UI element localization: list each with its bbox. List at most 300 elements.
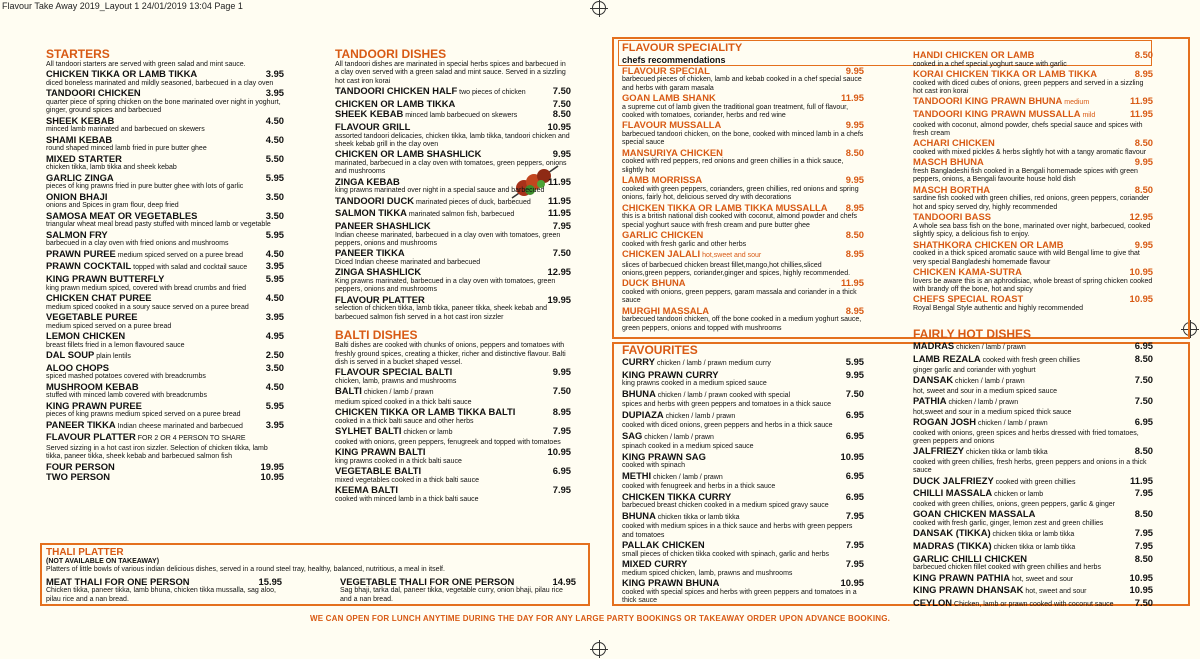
item-name bbox=[46, 88, 141, 99]
item-desc: cooked with onions, green peppers, fenugreek and topped with tomatoes bbox=[335, 439, 561, 447]
item-row bbox=[335, 386, 571, 399]
item-row bbox=[46, 363, 284, 374]
item-row bbox=[913, 157, 1153, 168]
item-name-text: SHEEK KEBAB bbox=[46, 114, 115, 126]
item-name bbox=[622, 492, 731, 503]
item-price: 8.95 bbox=[845, 201, 864, 213]
item-name-text: METHI bbox=[622, 469, 652, 481]
item-name bbox=[913, 554, 1027, 565]
item-desc: sardine fish cooked with green chillies, red onions, green peppers, coriander hot and spicy served dry, highly recommended bbox=[913, 195, 1150, 211]
item-price: 11.95 bbox=[1130, 474, 1153, 486]
item-price: 10.95 bbox=[260, 471, 284, 483]
item-row bbox=[46, 69, 284, 80]
menu-item bbox=[913, 554, 1153, 573]
item-name-text: CHICKEN OR LAMB TIKKA bbox=[335, 97, 456, 109]
item-row bbox=[622, 148, 864, 159]
item-row bbox=[622, 389, 864, 402]
item-price: 7.50 bbox=[552, 247, 571, 259]
item-price: 9.95 bbox=[1134, 238, 1153, 250]
item-price: 6.95 bbox=[552, 465, 571, 477]
menu-item bbox=[335, 122, 571, 149]
menu-item bbox=[46, 293, 284, 312]
item-price: 3.50 bbox=[265, 209, 284, 221]
item-name-text: CHICKEN TIKKA OR LAMB TIKKA bbox=[46, 68, 198, 80]
item-name-text: TANDOORI DUCK bbox=[335, 194, 414, 206]
item-desc: cooked with red peppers, red onions and green chillies in a thick sauce, slightly hot bbox=[622, 158, 844, 174]
item-desc: king prawns marinated over night in a special sauce and barbecued bbox=[335, 187, 545, 195]
item-name bbox=[46, 192, 107, 203]
item-name-text: FLAVOUR MUSSALLA bbox=[622, 119, 722, 131]
item-price: 10.95 bbox=[1129, 571, 1153, 583]
menu-item bbox=[335, 177, 571, 196]
item-note: chicken tikka or lamb tikka bbox=[964, 449, 1048, 457]
item-note: plain lentils bbox=[94, 353, 131, 360]
menu-item bbox=[46, 211, 284, 230]
item-row bbox=[46, 432, 284, 445]
item-name-text: CHEFS SPECIAL ROAST bbox=[913, 293, 1024, 305]
item-price: 6.95 bbox=[1134, 416, 1153, 428]
item-name bbox=[913, 446, 1048, 459]
item-note: chicken or lamb bbox=[401, 429, 453, 437]
item-name-text: CURRY bbox=[622, 356, 655, 368]
menu-item bbox=[913, 267, 1153, 294]
section-title: FLAVOUR SPECIALITY bbox=[622, 42, 743, 54]
item-name bbox=[46, 331, 125, 342]
menu-item bbox=[913, 509, 1153, 528]
item-row bbox=[335, 248, 571, 259]
item-desc: medium spiced cooked in a soury sauce served on a puree bread bbox=[46, 303, 249, 311]
item-desc: assorted tandoori delicacies, chicken tikka, lamb tikka, tandoori chicken and sheek kebab grill in the clay oven bbox=[335, 132, 570, 148]
item-price: 8.50 bbox=[845, 229, 864, 241]
menu-item bbox=[622, 452, 864, 471]
item-row bbox=[46, 211, 284, 222]
item-note: medium bbox=[1062, 99, 1090, 107]
item-desc: cooked with spinach bbox=[622, 462, 686, 470]
item-row bbox=[622, 431, 864, 444]
item-name-text: MANSURIYA CHICKEN bbox=[622, 146, 723, 158]
item-name bbox=[622, 120, 721, 131]
item-price: 8.50 bbox=[552, 108, 571, 120]
item-note: chicken tikka or lamb tikka bbox=[991, 544, 1076, 552]
footer-note: WE CAN OPEN FOR LUNCH ANYTIME DURING THE DAY FOR ANY LARGE PARTY BOOKINGS OR TAKEAWAY ORDER UPON ADVANCE BOOKING. bbox=[309, 614, 891, 623]
item-name bbox=[622, 511, 740, 524]
item-desc: cooked with diced onions, green peppers and herbs in a thick sauce bbox=[622, 422, 833, 430]
item-row bbox=[335, 177, 571, 188]
item-price: 5.50 bbox=[265, 152, 284, 164]
item-name-text: DANSAK (TIKKA) bbox=[913, 527, 991, 539]
item-row bbox=[46, 135, 284, 146]
item-price: 15.95 bbox=[258, 575, 282, 587]
item-desc: king prawns cooked in a thick balti sauce bbox=[335, 458, 462, 466]
item-name-text: CHICKEN KAMA-SUTRA bbox=[913, 266, 1022, 278]
item-name-text: SAG bbox=[622, 429, 643, 441]
item-row bbox=[622, 370, 864, 381]
menu-item bbox=[335, 221, 571, 248]
menu-item bbox=[622, 578, 864, 605]
item-name bbox=[335, 367, 452, 378]
item-name bbox=[335, 466, 421, 477]
menu-item bbox=[622, 278, 864, 305]
item-row bbox=[913, 354, 1153, 367]
item-name-text: LEMON CHICKEN bbox=[46, 330, 126, 341]
item-desc: Chicken tikka, paneer tikka, lamb bhuna, chicken tikka mussalla, sag aloo, pilau rice and a nan bread. bbox=[46, 587, 276, 603]
item-desc: minced lamb marinated and barbecued on skewers bbox=[46, 126, 205, 134]
item-name-text: SHAMI KEBAB bbox=[46, 133, 113, 145]
item-row bbox=[622, 278, 864, 289]
item-row bbox=[335, 295, 571, 306]
item-row bbox=[335, 485, 571, 496]
item-price: 10.95 bbox=[840, 450, 864, 462]
menu-item bbox=[46, 472, 284, 483]
item-name bbox=[622, 148, 723, 159]
item-name-text: PALLAK CHICKEN bbox=[622, 539, 705, 551]
item-name-text: BALTI bbox=[335, 385, 362, 397]
item-desc: chicken, lamb, prawns and mushrooms bbox=[335, 378, 457, 386]
item-name bbox=[913, 109, 1095, 122]
item-row bbox=[622, 492, 864, 503]
item-row bbox=[622, 203, 864, 214]
item-price: 6.95 bbox=[1134, 340, 1153, 352]
item-price: 4.50 bbox=[265, 380, 284, 392]
item-note: minced lamb barbecued on skewers bbox=[403, 112, 518, 120]
item-name-text: BHUNA bbox=[622, 387, 656, 399]
item-name bbox=[46, 432, 246, 445]
menu-item bbox=[622, 120, 864, 147]
item-name bbox=[46, 472, 110, 483]
item-price: 8.50 bbox=[1134, 183, 1153, 195]
item-name-text: CHICKEN OR LAMB SHASHLICK bbox=[335, 148, 482, 160]
item-note: chicken / lamb / prawn bbox=[651, 473, 723, 481]
item-desc: Served sizzing in a hot cast iron sizzler. Selection of chicken tikka, lamb tikka, paneer tikka, sheek kebab and barbecued salmon fish bbox=[46, 444, 268, 461]
item-name bbox=[622, 306, 709, 317]
item-price: 8.50 bbox=[1134, 353, 1153, 365]
menu-item bbox=[913, 417, 1153, 446]
item-price: 4.50 bbox=[265, 114, 284, 126]
item-name-text: DUCK JALFRIEZY bbox=[913, 474, 994, 486]
menu-item bbox=[622, 230, 864, 249]
thali-intro: Platters of little bowls of various indian delicious dishes, served in a round steel tray, healthy, balanced, nutritious, a meal in itself. bbox=[46, 566, 445, 574]
item-desc: Royal Bengal Style authentic and highly recommended bbox=[913, 305, 1084, 313]
item-name bbox=[913, 598, 1114, 611]
item-name bbox=[46, 293, 152, 304]
item-name bbox=[622, 389, 790, 402]
item-price: 10.95 bbox=[547, 121, 571, 132]
item-price: 3.95 bbox=[265, 311, 284, 322]
item-price: 10.95 bbox=[1129, 266, 1153, 278]
item-price: 7.50 bbox=[552, 85, 571, 97]
item-price: 4.50 bbox=[265, 247, 284, 259]
item-price: 7.50 bbox=[1134, 374, 1153, 386]
menu-item bbox=[913, 185, 1153, 212]
item-name-text: SAMOSA MEAT OR VEGETABLES bbox=[46, 209, 198, 221]
item-name-text: PATHIA bbox=[913, 395, 947, 407]
item-desc: cooked with mixed pickles & herbs slightly hot with a tangy aromatic flavour bbox=[913, 149, 1147, 156]
item-name-text: CEYLON bbox=[913, 596, 953, 608]
item-name bbox=[335, 426, 452, 439]
item-desc: stuffed with minced lamb covered with breadcrumbs bbox=[46, 392, 207, 400]
item-row bbox=[913, 69, 1153, 80]
item-row bbox=[622, 230, 864, 241]
item-note: chicken / lamb / prawn bbox=[976, 420, 1048, 428]
menu-item bbox=[622, 370, 864, 389]
item-name-text: MUSHROOM KEBAB bbox=[46, 380, 139, 392]
item-row bbox=[335, 447, 571, 458]
item-note: Chicken, lamb or prawn cooked with coconut sauce bbox=[952, 600, 1114, 608]
item-row bbox=[46, 331, 284, 342]
item-price: 19.95 bbox=[547, 293, 571, 305]
item-price: 12.95 bbox=[547, 266, 571, 278]
menu-item bbox=[335, 295, 571, 322]
item-name-text: DANSAK bbox=[913, 374, 954, 386]
item-price: 9.95 bbox=[1134, 156, 1153, 168]
item-name-text: TANDOORI CHICKEN HALF bbox=[335, 85, 458, 97]
item-desc: selection of chicken tikka, lamb tikka, paneer tikka, sheek kebab and barbecued salmon fish served in a hot cast iron sizzler bbox=[335, 305, 548, 321]
item-price: 11.95 bbox=[841, 92, 864, 103]
item-name-text: KING PRAWN PATHIA bbox=[913, 571, 1011, 583]
item-price: 10.95 bbox=[840, 577, 864, 589]
item-name bbox=[913, 212, 991, 223]
meat-thali bbox=[46, 577, 282, 604]
section-title: TANDOORI DISHES bbox=[335, 47, 447, 61]
item-desc: small pieces of chicken tikka cooked with spinach, garlic and herbs bbox=[622, 550, 829, 558]
item-name bbox=[622, 175, 702, 186]
item-desc: barbecued breast chicken cooked in a medium spiced gravy sauce bbox=[622, 502, 829, 510]
item-desc: A whole sea bass fish on the bone, marinated over night, barbecued, cooked slightly spicy, a delicious fish to enjoy. bbox=[913, 222, 1151, 239]
menu-item bbox=[622, 389, 864, 410]
item-price: 8.95 bbox=[845, 304, 864, 316]
menu-item bbox=[622, 431, 864, 452]
item-row bbox=[622, 66, 864, 77]
crop-mark-icon bbox=[592, 642, 606, 656]
item-name bbox=[622, 559, 687, 570]
item-row bbox=[335, 407, 571, 418]
item-price: 3.95 bbox=[265, 260, 284, 272]
item-desc: barbecued tandoori chicken, on the bone, cooked with minced lamb in a chefs special sauce bbox=[622, 131, 864, 147]
item-row bbox=[913, 138, 1153, 149]
item-note: chicken / lamb / prawn medium curry bbox=[655, 360, 771, 368]
item-name bbox=[335, 407, 515, 418]
menu-item bbox=[913, 50, 1153, 69]
item-row bbox=[622, 175, 864, 186]
print-header: Flavour Take Away 2019_Layout 1 24/01/2019 13:04 Page 1 bbox=[2, 1, 243, 11]
item-name bbox=[46, 401, 142, 412]
menu-item bbox=[335, 485, 571, 504]
item-name-text: PANEER TIKKA bbox=[335, 247, 405, 259]
menu-item bbox=[46, 363, 284, 382]
menu-item bbox=[46, 69, 284, 88]
item-name bbox=[46, 274, 164, 285]
thali-platter bbox=[46, 545, 576, 604]
menu-item bbox=[622, 559, 864, 578]
item-name-text: LAMB REZALA bbox=[913, 353, 981, 365]
menu-item bbox=[46, 230, 284, 249]
item-name-text: MADRAS bbox=[913, 340, 955, 352]
item-price: 8.50 bbox=[845, 146, 864, 158]
item-name bbox=[913, 267, 1022, 278]
item-desc: cooked in a thick spiced aromatic sauce with wild Bengal lime to give that very special Bangladeshi homemade flavour bbox=[913, 250, 1140, 266]
item-name-text: FLAVOUR GRILL bbox=[335, 121, 411, 132]
item-desc: spinach cooked in a medium spiced sauce bbox=[622, 443, 754, 451]
thali-subtitle: (NOT AVAILABLE ON TAKEAWAY) bbox=[46, 558, 160, 565]
item-name-text: SHATHKORA CHICKEN OR LAMB bbox=[913, 238, 1064, 250]
item-name-text: KING PRAWN BUTTERFLY bbox=[46, 273, 165, 284]
item-price: 9.95 bbox=[552, 366, 571, 378]
item-name: VEGETABLE THALI FOR ONE PERSON bbox=[340, 575, 515, 587]
item-desc: cooked with diced cubes of onions, green peppers and served in a sizzling hot cast iron korai bbox=[913, 79, 1144, 95]
item-name bbox=[622, 278, 686, 289]
item-desc: barbecued chicken fillet cooked with green chillies and herbs bbox=[913, 564, 1101, 572]
item-row bbox=[913, 417, 1153, 430]
item-name-text: KING PRAWN PUREE bbox=[46, 399, 142, 411]
item-name bbox=[46, 382, 139, 393]
item-name-text: GARLIC CHILLI CHICKEN bbox=[913, 552, 1028, 564]
item-name-text: KEEMA BALTI bbox=[335, 484, 399, 496]
item-desc: barbecued tandoori chicken, off the bone cooked in a medium yoghurt sauce, green peppers, onions and topped with mushrooms bbox=[622, 316, 862, 332]
item-name-text: KING PRAWN BALTI bbox=[335, 446, 426, 458]
item-name-text: KING PRAWN DHANSAK bbox=[913, 584, 1024, 596]
menu-section bbox=[46, 47, 284, 483]
item-name bbox=[622, 540, 705, 551]
item-name bbox=[913, 294, 1023, 305]
item-price: 8.50 bbox=[1134, 49, 1153, 60]
item-name bbox=[622, 410, 735, 423]
item-row bbox=[913, 185, 1153, 196]
item-name-text: PRAWN COCKTAIL bbox=[46, 260, 132, 272]
item-row bbox=[335, 426, 571, 439]
item-row bbox=[622, 249, 864, 262]
item-row bbox=[913, 509, 1153, 520]
item-price: 11.95 bbox=[548, 194, 571, 206]
item-row bbox=[46, 88, 284, 99]
item-desc: cooked with fresh garlic, ginger, lemon zest and green chillies bbox=[913, 520, 1104, 528]
item-desc: cooked with onions, green peppers, garam massala and coriander in a thick sauce bbox=[622, 289, 857, 305]
item-name-text: DUCK BHUNA bbox=[622, 277, 686, 289]
item-name bbox=[622, 452, 706, 463]
menu-item bbox=[622, 203, 864, 230]
item-name-text: PANEER TIKKA bbox=[46, 418, 116, 430]
item-name-text: TANDOORI KING PRAWN BHUNA bbox=[913, 95, 1063, 107]
item-price: 11.95 bbox=[1130, 108, 1153, 119]
item-note: chicken / lamb / prawn bbox=[953, 378, 1025, 386]
item-desc: Indian cheese marinated, barbecued in a clay oven with tomatoes, green peppers, onions and mushrooms bbox=[335, 231, 561, 247]
item-price: 8.95 bbox=[845, 248, 864, 260]
menu-item bbox=[913, 396, 1153, 417]
thali-title: THALI PLATTER bbox=[46, 547, 124, 558]
item-price: 7.95 bbox=[552, 220, 571, 231]
item-note: chicken / lamb / prawn bbox=[663, 412, 736, 420]
menu-item bbox=[622, 148, 864, 175]
item-price: 8.50 bbox=[1134, 508, 1153, 520]
item-name bbox=[622, 230, 703, 241]
item-name bbox=[335, 485, 398, 496]
item-name-text: ALOO CHOPS bbox=[46, 361, 110, 373]
item-price: 7.95 bbox=[1134, 487, 1153, 499]
item-row bbox=[46, 312, 284, 323]
item-price: 6.95 bbox=[845, 408, 864, 420]
item-name-text: DUPIAZA bbox=[622, 408, 664, 420]
item-name bbox=[913, 240, 1064, 251]
item-price: 3.95 bbox=[265, 87, 284, 99]
item-name-text: KING PRAWN CURRY bbox=[622, 368, 719, 380]
item-desc: hot,sweet and sour in a medium spiced thick sauce bbox=[913, 408, 1072, 416]
item-desc: fresh Bangladeshi fish cooked in a Bengali homemade spices with green peppers, onions, a Bengali favourite house hold dish bbox=[913, 168, 1138, 184]
item-name bbox=[622, 370, 719, 381]
item-name-text: MIXED STARTER bbox=[46, 152, 122, 164]
item-name-text: GARLIC ZINGA bbox=[46, 171, 114, 183]
item-name-text: VEGETABLE PUREE bbox=[46, 311, 138, 322]
section-intro: All tandoori starters are served with green salad and mint sauce. bbox=[46, 61, 246, 68]
item-name bbox=[913, 509, 1035, 520]
item-desc: this is a british national dish cooked with coconut, almond powder and chefs special yoghurt sauce with fresh cream and pure butter ghee bbox=[622, 213, 858, 229]
item-name bbox=[622, 66, 710, 77]
column-tandoori-balti bbox=[335, 45, 571, 504]
item-price: 10.95 bbox=[547, 446, 571, 458]
item-name-text: ZINGA SHASHLICK bbox=[335, 266, 422, 278]
item-name-text: JALFRIEZY bbox=[913, 445, 965, 457]
item-name-text: KING PRAWN BHUNA bbox=[622, 577, 720, 589]
item-row bbox=[46, 401, 284, 412]
item-row bbox=[622, 559, 864, 570]
item-name bbox=[335, 177, 400, 188]
item-desc: king prawn medium spiced, covered with bread crumbs and fried bbox=[46, 284, 246, 292]
menu-item bbox=[46, 192, 284, 211]
item-name: MEAT THALI FOR ONE PERSON bbox=[46, 575, 190, 587]
item-name-text: ZINGA KEBAB bbox=[335, 175, 400, 187]
item-name bbox=[46, 173, 114, 184]
section-title: FAVOURITES bbox=[622, 343, 698, 358]
item-row bbox=[335, 122, 571, 133]
menu-item bbox=[913, 294, 1153, 313]
item-desc: Diced Indian cheese marinated and barbecued bbox=[335, 259, 481, 266]
item-price: 5.95 bbox=[265, 171, 284, 183]
item-desc: ginger garlic and coriander with yoghurt bbox=[913, 366, 1036, 374]
item-row bbox=[46, 116, 284, 127]
menu-section bbox=[335, 328, 571, 504]
item-desc: Sag bhaji, tarka dal, paneer tikka, vegetable curry, onion bhaji, pilau rice and a nan bread. bbox=[340, 587, 563, 603]
menu-item bbox=[913, 375, 1153, 396]
item-note: chicken / lamb / prawn bbox=[954, 344, 1026, 352]
menu-section bbox=[622, 343, 864, 605]
item-desc: King prawns marinated, barbecued in a clay oven with tomatoes, green peppers, onions and mushrooms bbox=[335, 278, 556, 294]
item-name-text: ACHARI CHICKEN bbox=[913, 137, 995, 149]
menu-item bbox=[622, 471, 864, 492]
item-row bbox=[913, 488, 1153, 501]
item-name-text: HANDI CHICKEN OR LAMB bbox=[913, 49, 1035, 60]
item-note: cooked with fresh green chillies bbox=[980, 357, 1080, 365]
item-desc: cooked with onions, green spices and herbs dressed with fried tomatoes, green peppers and onions bbox=[913, 429, 1139, 446]
item-price: 11.95 bbox=[1130, 95, 1153, 107]
item-name-text: SALMON TIKKA bbox=[335, 207, 407, 219]
item-name-text: CHICKEN TIKKA OR LAMB TIKKA BALTI bbox=[335, 406, 516, 418]
item-desc: cooked in a thick balti sauce and other herbs bbox=[335, 418, 474, 426]
item-note: marinated pieces of duck, barbecued bbox=[414, 198, 531, 206]
item-note: hot,sweet and sour bbox=[700, 252, 762, 260]
item-desc: medium spiced cooked in a thick balti sauce bbox=[335, 399, 472, 407]
item-desc: pieces of king prawns medium spiced served on a puree bread bbox=[46, 411, 241, 419]
item-name bbox=[913, 375, 1025, 388]
item-name-text: FOUR PERSON bbox=[46, 460, 115, 472]
item-row bbox=[335, 221, 571, 232]
menu-item bbox=[46, 312, 284, 331]
item-price: 7.95 bbox=[1134, 540, 1153, 552]
item-desc: cooked with minced lamb in a thick balti sauce bbox=[335, 496, 479, 504]
item-row bbox=[913, 294, 1153, 305]
menu-item bbox=[335, 248, 571, 267]
item-name bbox=[913, 354, 1080, 367]
item-desc: medium spiced chicken, lamb, prawns and mushrooms bbox=[622, 569, 793, 577]
item-row bbox=[913, 240, 1153, 251]
item-row bbox=[335, 149, 571, 160]
